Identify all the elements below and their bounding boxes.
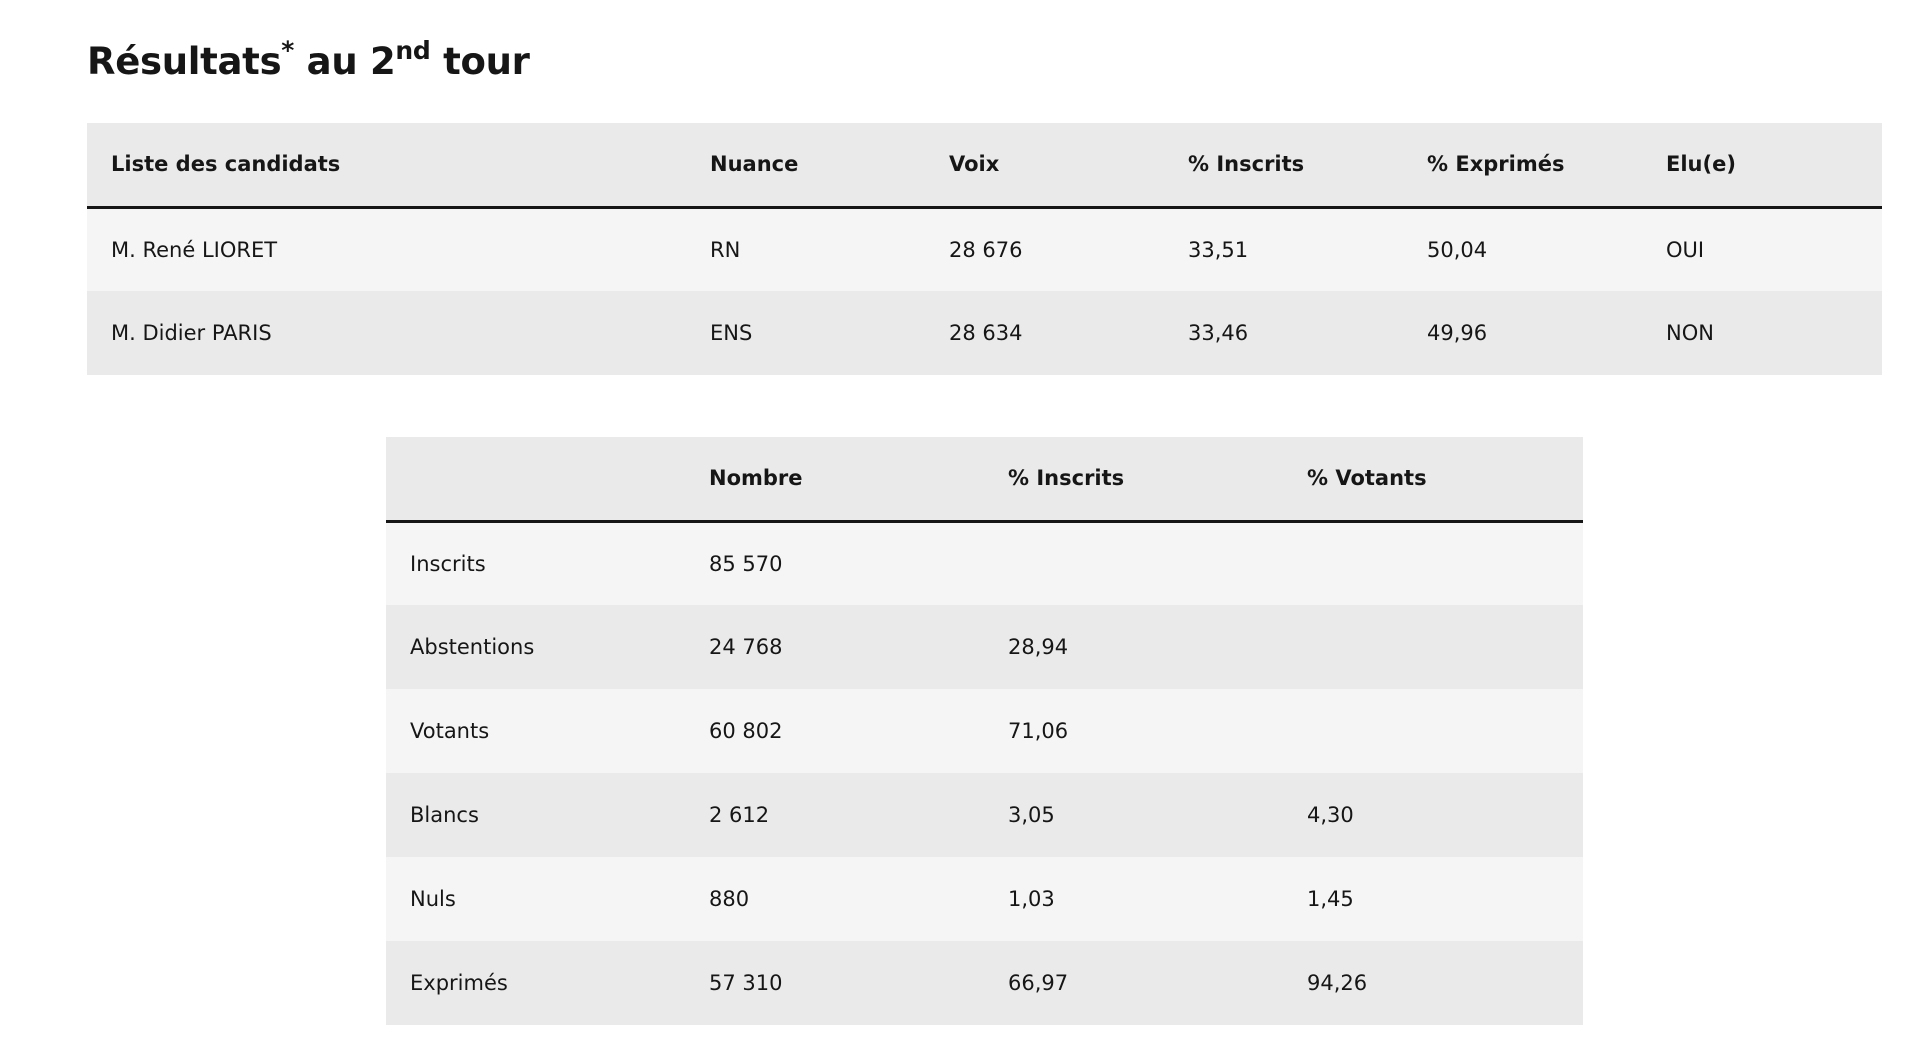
title-tour-text: tour xyxy=(430,40,530,83)
stat-pct-votants: 1,45 xyxy=(1307,887,1354,911)
candidate-nuance: RN xyxy=(710,237,741,262)
stats-row-exprimes xyxy=(386,941,1583,1025)
candidates-header-row xyxy=(87,123,1882,207)
stat-pct-votants xyxy=(1283,521,1583,605)
candidate-pct-exprimes: 49,96 xyxy=(1427,321,1488,345)
title-ordinal: nd xyxy=(395,35,431,65)
page-title xyxy=(87,35,530,86)
stat-label: Abstentions xyxy=(410,635,535,659)
header-elu: Elu(e) xyxy=(1642,123,1882,207)
stat-nombre: 24 768 xyxy=(709,635,783,659)
stat-label: Blancs xyxy=(410,803,479,827)
stat-label: Exprimés xyxy=(410,971,508,995)
stat-pct-inscrits: 66,97 xyxy=(1008,971,1069,995)
stat-nombre: 880 xyxy=(709,887,750,911)
candidate-name: M. Didier PARIS xyxy=(111,321,272,345)
title-asterisk: * xyxy=(281,35,295,65)
stat-pct-inscrits xyxy=(984,521,1283,605)
stat-pct-votants: 4,30 xyxy=(1307,803,1354,827)
candidate-voix: 28 634 xyxy=(949,321,1023,345)
header-voix: Voix xyxy=(925,123,1164,207)
header-pct-votants: % Votants xyxy=(1283,437,1583,521)
candidate-nuance: ENS xyxy=(710,321,753,345)
stat-pct-inscrits: 71,06 xyxy=(1008,719,1069,743)
candidate-row xyxy=(87,291,1882,375)
stat-label: Nuls xyxy=(410,887,456,911)
stats-row-nuls xyxy=(386,857,1583,941)
header-pct-inscrits: % Inscrits xyxy=(1164,123,1403,207)
title-round-text: au 2 xyxy=(294,40,396,83)
header-pct-inscrits: % Inscrits xyxy=(984,437,1283,521)
title-text: Résultats xyxy=(87,40,282,83)
candidate-elu: OUI xyxy=(1666,237,1705,262)
candidate-elu: NON xyxy=(1666,321,1714,345)
stat-label: Votants xyxy=(410,719,490,743)
stat-nombre: 60 802 xyxy=(709,719,783,743)
stat-pct-inscrits: 1,03 xyxy=(1008,887,1055,911)
candidate-name: M. René LIORET xyxy=(111,237,278,262)
stat-nombre: 2 612 xyxy=(709,803,770,827)
header-nuance: Nuance xyxy=(686,123,925,207)
stat-nombre: 85 570 xyxy=(709,551,783,576)
stat-pct-votants: 94,26 xyxy=(1307,971,1368,995)
stats-row-blancs xyxy=(386,773,1583,857)
candidate-pct-exprimes: 50,04 xyxy=(1427,237,1488,262)
stat-pct-inscrits: 28,94 xyxy=(1008,635,1069,659)
stat-nombre: 57 310 xyxy=(709,971,783,995)
header-nombre: Nombre xyxy=(685,437,984,521)
candidates-results-table xyxy=(87,123,1882,375)
stat-label: Inscrits xyxy=(410,551,486,576)
header-candidate-list: Liste des candidats xyxy=(87,123,686,207)
header-pct-exprimes: % Exprimés xyxy=(1403,123,1642,207)
participation-stats-table xyxy=(386,437,1583,1025)
stats-row-inscrits xyxy=(386,521,1583,605)
stats-row-votants xyxy=(386,689,1583,773)
candidate-pct-inscrits: 33,51 xyxy=(1188,237,1249,262)
candidate-row xyxy=(87,207,1882,291)
candidate-voix: 28 676 xyxy=(949,237,1023,262)
stats-header-row xyxy=(386,437,1583,521)
stat-pct-votants xyxy=(1283,605,1583,689)
stat-pct-inscrits: 3,05 xyxy=(1008,803,1055,827)
candidate-pct-inscrits: 33,46 xyxy=(1188,321,1249,345)
header-label xyxy=(386,437,685,521)
stat-pct-votants xyxy=(1283,689,1583,773)
stats-row-abstentions xyxy=(386,605,1583,689)
